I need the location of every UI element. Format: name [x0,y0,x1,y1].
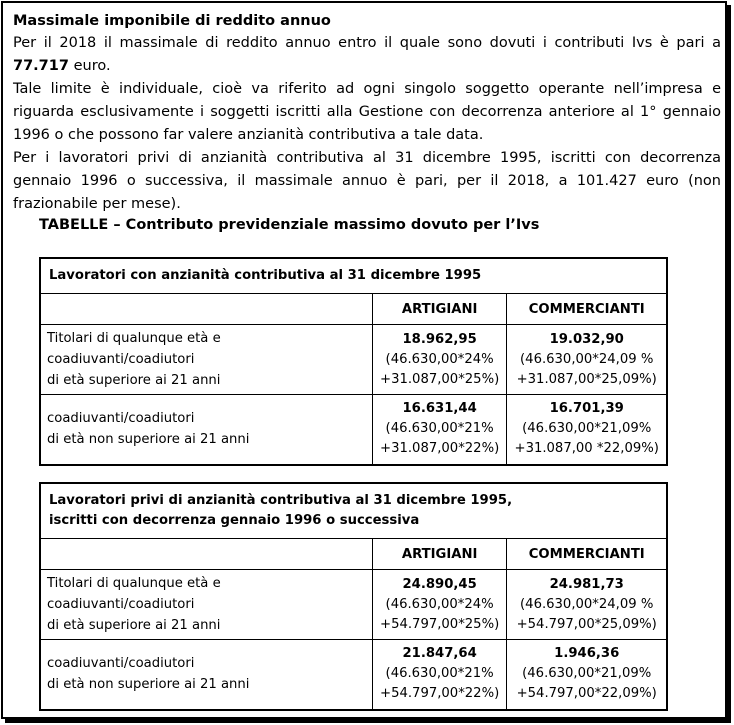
formula-line: +31.087,00 *22,09%) [514,441,659,457]
formula-line: +54.797,00*25,09%) [516,616,657,632]
massimale-value: 77.717 [13,58,69,74]
table-row [40,395,667,465]
table-row [40,570,667,640]
row-label-line: di età superiore ai 21 anni [47,373,221,388]
amount-value: 16.631,44 [402,401,477,417]
paragraph-text: Per il 2018 il massimale di reddito annuo entro il quale sono dovuti i contributi Ivs è pari a [13,35,721,51]
column-header-empty [40,294,372,325]
amount-value: 24.890,45 [402,576,477,592]
row-label-line: Titolari di qualunque età e coadiuvanti/coadiutori [47,331,221,367]
table-row [40,325,667,395]
formula-line: (46.630,00*21,09% [522,421,652,437]
formula-line: (46.630,00*24% [385,351,494,367]
formula-line: +31.087,00*25%) [380,371,500,387]
table-with-seniority [39,257,668,466]
table-header-row [40,483,667,539]
commercianti-cell [507,395,667,465]
row-label-line: Titolari di qualunque età e coadiuvanti/coadiutori [47,576,221,612]
artigiani-cell [372,395,507,465]
amount-value: 16.701,39 [549,401,624,417]
document-body [13,10,721,216]
commercianti-cell [507,325,667,395]
paragraph-limite: Tale limite è individuale, cioè va riferito ad ogni singolo soggetto operante nell’impresa e riguarda esclusivamente i soggetti iscritti alla Gestione con decorrenza anteriore al 1° gennaio 1996 o che possono far valere anzianità contributiva a tale data. [13,81,721,143]
column-header-commercianti: COMMERCIANTI [507,539,667,570]
column-header-row [40,294,667,325]
table-header-line: Lavoratori privi di anzianità contributiva al 31 dicembre 1995, [49,493,513,508]
formula-line: +54.797,00*22,09%) [516,686,657,702]
column-header-artigiani: ARTIGIANI [372,294,507,325]
table-without-seniority [39,482,668,711]
formula-line: +31.087,00*22%) [380,441,500,457]
formula-line: +54.797,00*22%) [380,686,500,702]
paragraph-text: euro. [68,58,111,74]
artigiani-cell [372,570,507,640]
row-label-line: di età non superiore ai 21 anni [47,677,250,693]
row-label [40,640,372,710]
amount-value: 24.981,73 [549,576,624,592]
column-header-row [40,539,667,570]
table-row [40,640,667,710]
tables-title: TABELLE – Contributo previdenziale massimo dovuto per l’Ivs [39,217,540,233]
row-label-line: di età non superiore ai 21 anni [47,432,250,448]
table-header: Lavoratori con anzianità contributiva al 31 dicembre 1995 [40,258,667,294]
column-header-empty [40,539,372,570]
column-header-artigiani: ARTIGIANI [372,539,507,570]
table-header-row [40,258,667,294]
formula-line: (46.630,00*21,09% [522,666,652,682]
amount-value: 1.946,36 [554,646,620,662]
commercianti-cell [507,570,667,640]
formula-line: (46.630,00*24,09 % [520,351,654,367]
row-label [40,325,372,395]
formula-line: (46.630,00*24% [385,596,494,612]
page-title: Massimale imponibile di reddito annuo [13,13,331,29]
row-label-line: coadiuvanti/coadiutori [47,656,195,672]
amount-value: 21.847,64 [402,646,477,662]
table-header [40,483,667,539]
row-label-line: di età superiore ai 21 anni [47,618,221,633]
row-label [40,570,372,640]
artigiani-cell [372,640,507,710]
amount-value: 19.032,90 [549,331,624,347]
formula-line: +31.087,00*25,09%) [516,371,657,387]
table-header-line: iscritti con decorrenza gennaio 1996 o successiva [49,513,420,528]
column-header-commercianti: COMMERCIANTI [507,294,667,325]
paragraph-massimale [13,32,721,78]
formula-line: (46.630,00*21% [385,421,494,437]
artigiani-cell [372,325,507,395]
formula-line: (46.630,00*24,09 % [520,596,654,612]
amount-value: 18.962,95 [402,331,477,347]
commercianti-cell [507,640,667,710]
row-label [40,395,372,465]
row-label-line: coadiuvanti/coadiutori [47,411,195,427]
paragraph-privi: Per i lavoratori privi di anzianità contributiva al 31 dicembre 1995, iscritti con decorrenza gennaio 1996 o successiva, il massimale annuo è pari, per il 2018, a 101.427 euro (non frazionabile per mese). [13,150,721,212]
formula-line: +54.797,00*25%) [380,616,500,632]
document-frame [1,1,727,719]
formula-line: (46.630,00*21% [385,666,494,682]
